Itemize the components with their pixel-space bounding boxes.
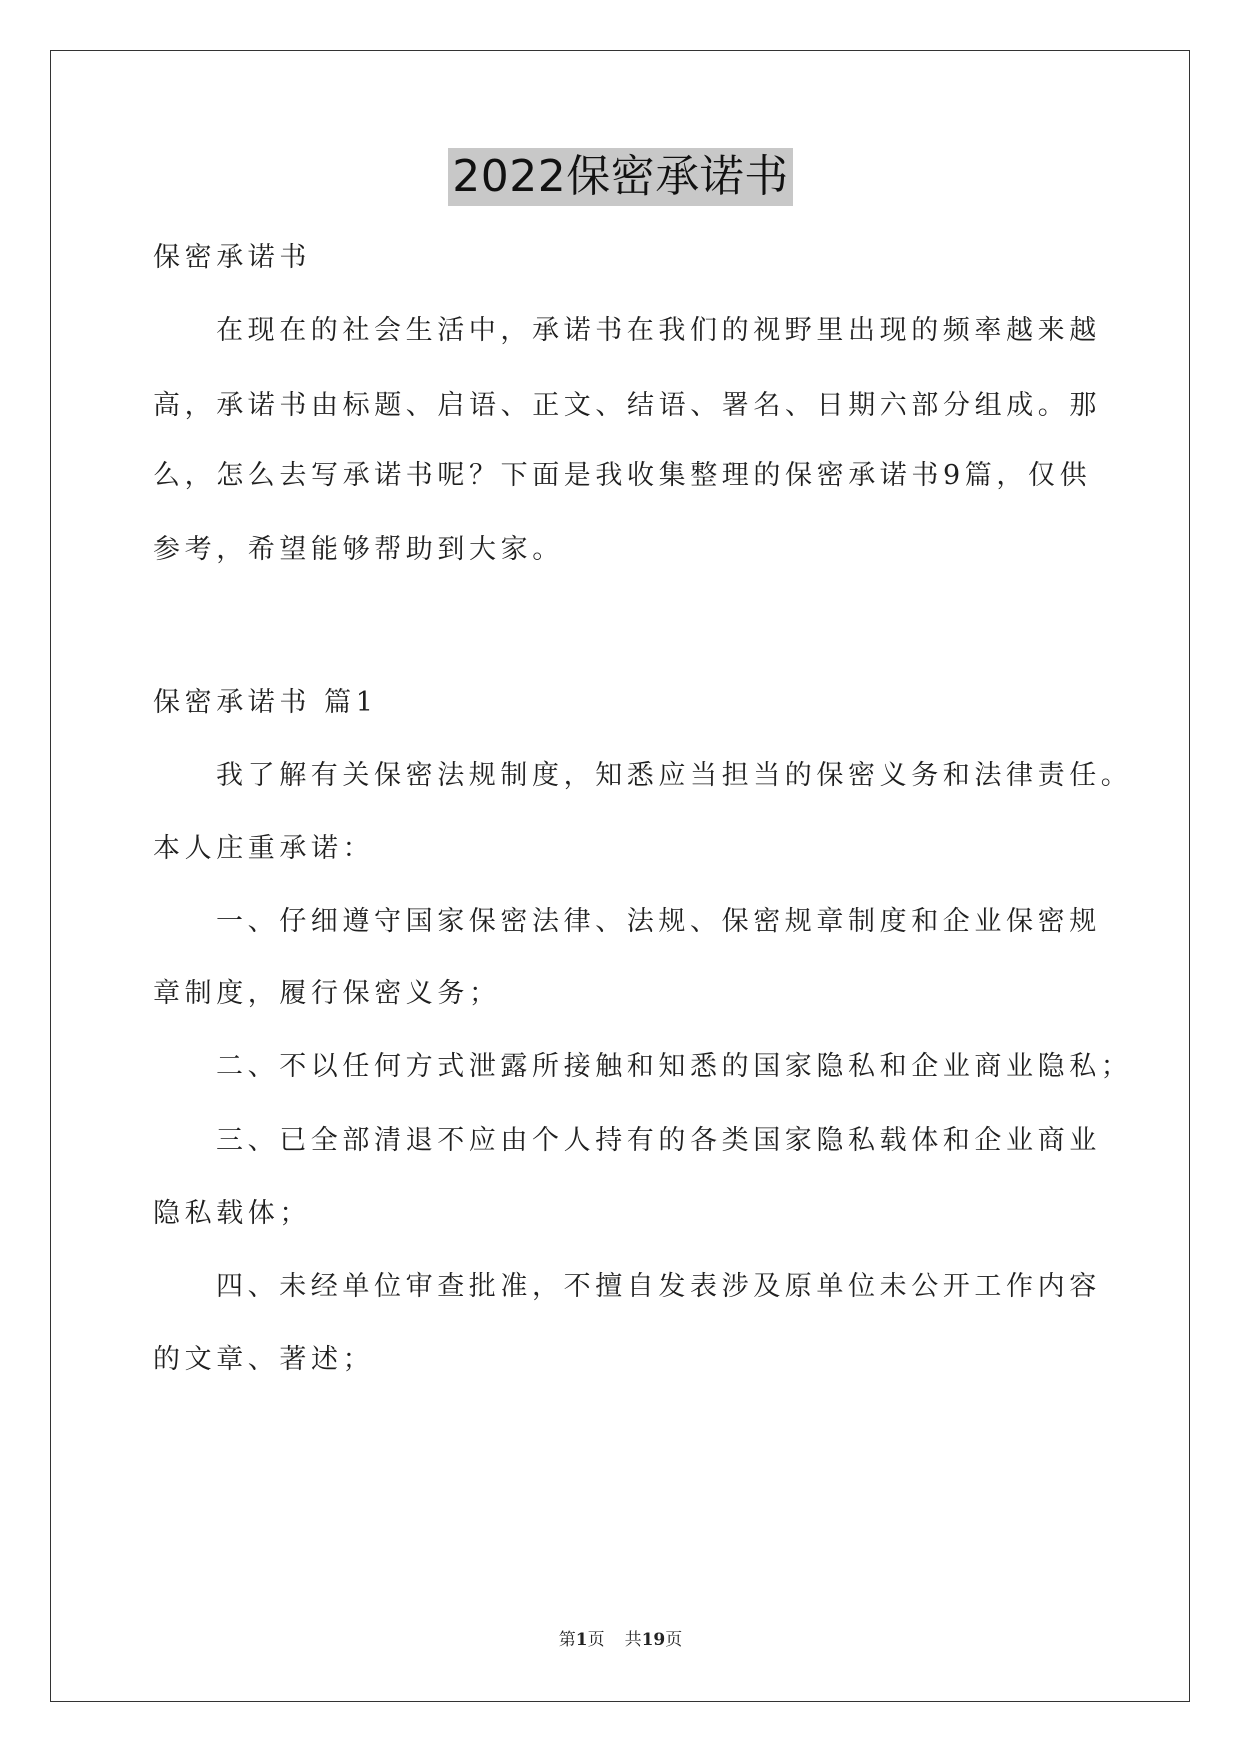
body-line-8: 四、未经单位审查批准，不擅自发表涉及原单位未公开工作内容 — [216, 1271, 1101, 1302]
intro-line-3: 么，怎么去写承诺书呢？下面是我收集整理的保密承诺书9篇，仅供 — [153, 460, 1092, 491]
body-line-1: 我了解有关保密法规制度，知悉应当担当的保密义务和法律责任。 — [216, 760, 1133, 791]
total-unit: 页 — [665, 1630, 683, 1650]
section-heading: 保密承诺书 篇1 — [153, 687, 378, 718]
body-line-4: 章制度，履行保密义务； — [153, 978, 501, 1009]
body-line-7: 隐私载体； — [153, 1198, 311, 1229]
title-container — [0, 148, 1241, 206]
page-total: 19 — [641, 1630, 666, 1650]
page-prefix: 第 — [558, 1630, 576, 1650]
page-unit: 页 — [587, 1630, 605, 1650]
subtitle-line: 保密承诺书 — [153, 242, 311, 273]
page-current: 1 — [575, 1630, 588, 1650]
intro-line-4: 参考，希望能够帮助到大家。 — [153, 534, 564, 565]
body-line-9: 的文章、著述； — [153, 1344, 375, 1375]
body-line-2: 本人庄重承诺： — [153, 833, 375, 864]
page-border — [50, 50, 1190, 1702]
intro-line-2: 高，承诺书由标题、启语、正文、结语、署名、日期六部分组成。那 — [153, 390, 1101, 421]
body-line-6: 三、已全部清退不应由个人持有的各类国家隐私载体和企业商业 — [216, 1125, 1101, 1156]
total-prefix: 共 — [624, 1630, 642, 1650]
body-line-5: 二、不以任何方式泄露所接触和知悉的国家隐私和企业商业隐私； — [216, 1051, 1133, 1082]
intro-line-1: 在现在的社会生活中，承诺书在我们的视野里出现的频率越来越 — [216, 315, 1101, 346]
body-line-3: 一、仔细遵守国家保密法律、法规、保密规章制度和企业保密规 — [216, 906, 1101, 937]
document-title: 2022保密承诺书 — [448, 148, 792, 206]
page-footer — [0, 1628, 1241, 1652]
